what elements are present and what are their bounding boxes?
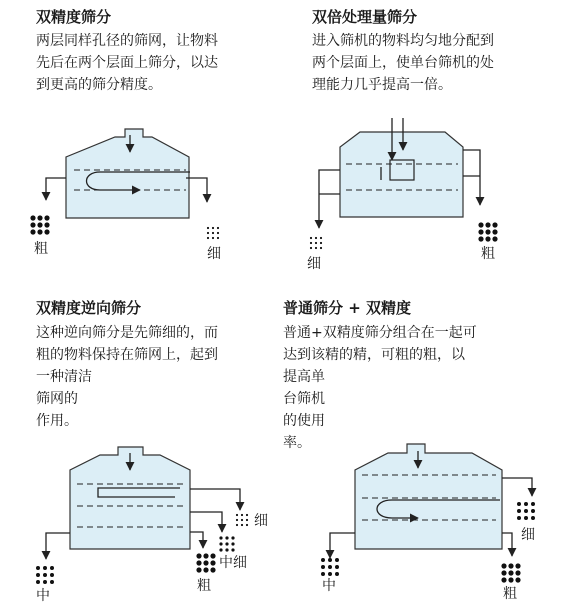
medium-particles-icon	[36, 566, 54, 584]
section1-line: 先后在两个层面上筛分，以达	[36, 55, 218, 71]
section4-line: 提高单	[283, 369, 325, 385]
section1-line: 两层同样孔径的筛网，让物料	[36, 33, 218, 49]
section3-line: 筛网的	[36, 391, 78, 407]
medium-fine-particles-icon	[219, 536, 234, 551]
coarse-particles-icon	[196, 553, 215, 572]
double-precision-diagram	[30, 129, 219, 239]
section4-line: 达到该精的精，可粗的粗，以	[283, 347, 465, 363]
distributor	[390, 160, 414, 180]
section1-line: 到更高的筛分精度。	[36, 77, 162, 93]
section3-title: 双精度逆向筛分	[36, 299, 142, 317]
medium-particles-icon	[321, 558, 339, 576]
label-medium-fine: 中细	[219, 555, 247, 571]
outlet-coarse-upper	[463, 150, 480, 205]
outlet-medium	[330, 533, 355, 558]
outlet-coarse	[46, 178, 66, 200]
label-fine: 细	[254, 513, 268, 529]
label-medium: 中	[36, 588, 50, 604]
section2-line: 理能力几乎提高一倍。	[312, 77, 452, 93]
section4-line: 普通+双精度筛分组合在一起可	[283, 325, 477, 341]
coarse-particles-icon	[478, 222, 497, 241]
outlet-fine	[502, 478, 532, 496]
section1-title: 双精度筛分	[36, 8, 112, 26]
combined-screening-diagram	[321, 444, 535, 583]
section3-line: 一种清洁	[36, 369, 92, 385]
section4-line: 率。	[283, 435, 311, 451]
coarse-particles-icon	[501, 563, 520, 582]
outlet-fine-upper	[319, 170, 340, 228]
section4-line: 台筛机	[283, 391, 325, 407]
section3-line: 粗的物料保持在筛网上，起到	[36, 347, 218, 363]
fine-particles-icon	[517, 502, 535, 520]
section3-line: 作用。	[36, 413, 78, 429]
outlet-coarse	[190, 532, 203, 548]
fine-particles-icon	[207, 227, 219, 239]
coarse-particles-icon	[30, 215, 49, 234]
reverse-screening-diagram	[36, 447, 248, 584]
section2-title: 双倍处理量筛分	[312, 8, 418, 26]
section2-line: 两个层面上，使单台筛机的处	[312, 55, 494, 71]
label-fine: 细	[521, 527, 535, 543]
outlet-fine	[190, 489, 240, 510]
section2-line: 进入筛机的物料均匀地分配到	[312, 33, 494, 49]
label-fine: 细	[207, 246, 221, 262]
double-capacity-diagram	[310, 118, 498, 249]
section3-line: 这种逆向筛分是先筛细的，而	[36, 325, 218, 341]
section4-title: 普通筛分 + 双精度	[283, 299, 412, 317]
label-medium: 中	[322, 578, 336, 594]
outlet-coarse	[502, 533, 512, 556]
outlet-medium	[46, 533, 70, 559]
label-fine: 细	[307, 256, 321, 272]
fine-particles-icon	[310, 237, 322, 249]
label-coarse: 粗	[503, 586, 517, 602]
screener-body	[66, 129, 189, 218]
label-coarse: 粗	[481, 246, 495, 262]
section4-line: 的使用	[283, 413, 325, 429]
fine-particles-icon	[236, 514, 248, 526]
label-coarse: 粗	[34, 241, 48, 257]
screener-body	[355, 444, 502, 549]
label-coarse: 粗	[197, 578, 211, 594]
outlet-medium-fine	[190, 512, 222, 532]
